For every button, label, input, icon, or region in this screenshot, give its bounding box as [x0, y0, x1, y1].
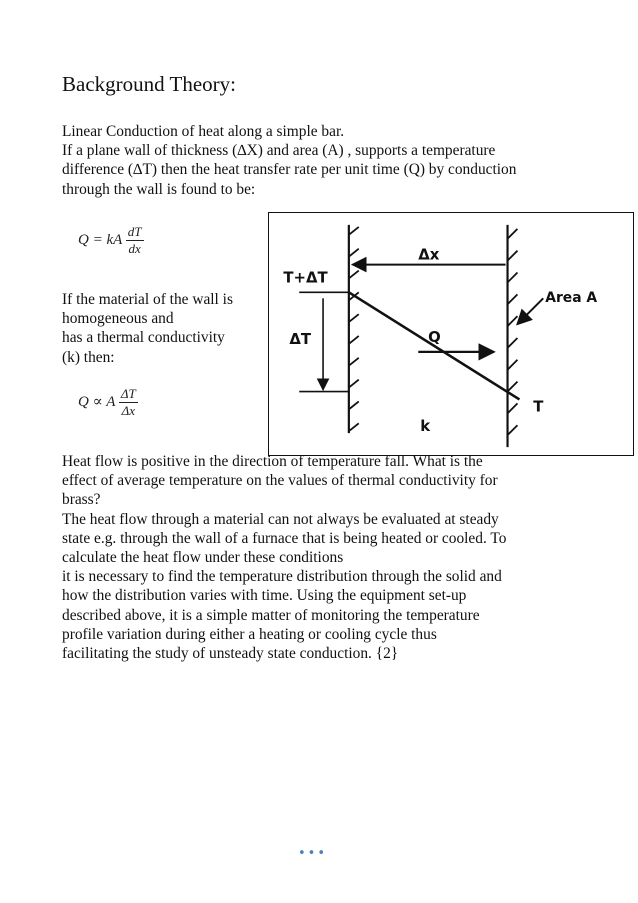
- text-line: homogeneous and: [62, 310, 174, 328]
- text-line: described above, it is a simple matter of monitoring the temperature: [62, 606, 480, 624]
- proportionality-equation: [78, 386, 138, 419]
- text-line: how the distribution varies with time. Using the equipment set-up: [62, 587, 467, 605]
- text-line: facilitating the study of unsteady state conduction. {2}: [62, 645, 399, 663]
- wall-conduction-diagram: [268, 212, 634, 456]
- text-line: calculate the heat flow under these conditions: [62, 549, 344, 567]
- text-line: difference (∆T) then the heat transfer rate per unit time (Q) by conduction: [62, 161, 517, 179]
- text-line: it is necessary to find the temperature distribution through the solid and: [62, 568, 502, 586]
- text-line: brass?: [62, 491, 101, 509]
- hot-temperature-label: T+ΔT: [283, 268, 328, 287]
- text-line: state e.g. through the wall of a furnace that is being heated or cooled. To: [62, 529, 507, 547]
- page-marker: •••: [298, 846, 328, 861]
- text-line: Linear Conduction of heat along a simple bar.: [62, 123, 345, 140]
- wall-diagram-svg: [269, 213, 633, 455]
- equation-fraction: [126, 224, 144, 257]
- heat-flow-label: Q: [428, 327, 441, 346]
- equation-denominator: Δx: [121, 403, 135, 418]
- text-line: The heat flow through a material can not always be evaluated at steady: [62, 510, 499, 528]
- text-line: (k) then:: [62, 348, 115, 366]
- discussion-paragraph: [62, 452, 582, 663]
- thickness-label: Δx: [418, 245, 440, 264]
- equation-numerator: dT: [127, 224, 142, 239]
- area-label: Area A: [545, 290, 598, 307]
- equation-fraction: [119, 386, 138, 419]
- text-line: effect of average temperature on the values of thermal conductivity for: [62, 472, 498, 490]
- page-heading: Background Theory:: [62, 72, 236, 96]
- area-pointer-arrow: [517, 298, 543, 324]
- text-line: profile variation during either a heating or cooling cycle thus: [62, 625, 437, 643]
- equation-numerator: ΔT: [120, 386, 136, 401]
- equation-denominator: dx: [128, 241, 141, 256]
- delta-t-label: ΔT: [289, 329, 311, 348]
- equation-lhs: Q ∝ A: [78, 393, 116, 410]
- right-wall-hatching: [508, 229, 518, 435]
- fourier-law-equation: [78, 224, 144, 257]
- text-line: If the material of the wall is: [62, 291, 233, 308]
- intro-paragraph: [62, 122, 582, 199]
- text-line: Heat flow is positive in the direction of temperature fall. What is the: [62, 453, 483, 470]
- material-paragraph: [62, 290, 262, 367]
- conductivity-label: k: [420, 417, 431, 436]
- equation-lhs: Q = kA: [78, 231, 123, 248]
- text-line: through the wall is found to be:: [62, 180, 256, 198]
- left-wall-hatching: [349, 227, 359, 431]
- text-line: has a thermal conductivity: [62, 329, 225, 347]
- cold-temperature-label: T: [533, 397, 544, 416]
- text-line: If a plane wall of thickness (∆X) and area (A) , supports a temperature: [62, 142, 496, 160]
